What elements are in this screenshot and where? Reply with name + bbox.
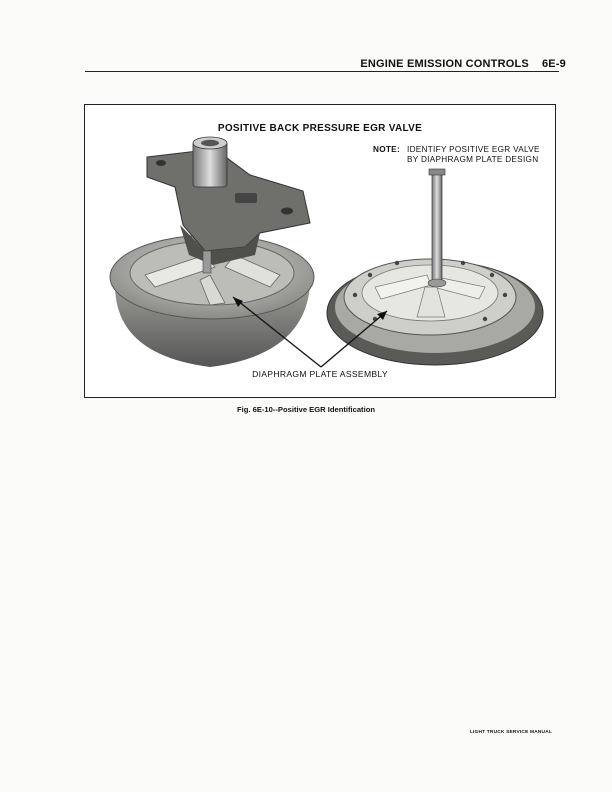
figure-title: POSITIVE BACK PRESSURE EGR VALVE	[217, 123, 423, 134]
note-line-2: BY DIAPHRAGM PLATE DESIGN	[407, 155, 539, 164]
figure-frame	[84, 104, 556, 398]
running-header	[360, 58, 566, 70]
footer-manual-title: LIGHT TRUCK SERVICE MANUAL	[469, 730, 552, 735]
section-title: ENGINE EMISSION CONTROLS	[360, 58, 529, 70]
right-egr-valve	[327, 169, 543, 365]
note-line-1: IDENTIFY POSITIVE EGR VALVE	[407, 145, 540, 154]
identification-note	[373, 145, 540, 165]
diaphragm-plate-callout: DIAPHRAGM PLATE ASSEMBLY	[252, 369, 388, 379]
left-egr-valve	[110, 137, 314, 367]
note-label: NOTE:	[373, 145, 400, 154]
header-rule	[85, 71, 559, 72]
figure-caption: Fig. 6E-10--Positive EGR Identification	[237, 405, 375, 414]
page-number: 6E-9	[541, 58, 566, 70]
